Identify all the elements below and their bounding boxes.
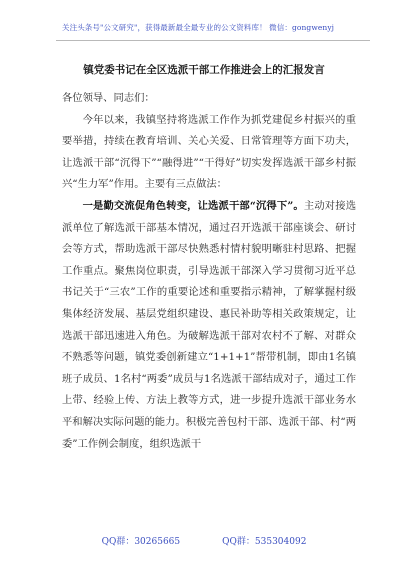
section-paragraph [62,196,356,455]
header-banner: 关注头条号"公文研究"，获得最新最全最专业的公文资料库！ 微信：gongwenyj [62,23,335,32]
footer-qq-group-2: QQ群：535304092 [222,537,307,547]
body-paragraph: 今年以来，我镇坚持将选派工作作为抓党建促乡村振兴的重要举措，持续在教育培训、关心关爱、日常管理等方面下功夫，让选派干部“沉得下”“融得进”“干得好”切实发挥选派干部乡村振兴“生力军”作用。主要有三点做法： [62,113,356,191]
header-divider [56,40,370,41]
salutation: 各位领导、同志们： [62,92,155,104]
document-body [62,88,356,455]
section-text: 主动对接选派单位了解选派干部基本情况，通过召开选派干部座谈会、研讨会等方式，帮助选派干部尽快熟悉村情村貌明晰驻村思路、把握工作重点。聚焦岗位职责，引导选派干部深入学习贯彻习近平总书记关于“三农”工作的重要论述和重要指示精神，了解掌握村级集体经济发展、基层党组织建设、惠民补助等相关政策规定，让选派干部迅速进入角色。为破解选派干部对农村不了解、对群众不熟悉等问题，镇党委创新建立“1+1+1”帮带机制，即由1名镇班子成员、1名村“两委”成员与1名选派干部结成对子，通过工作上带、经验上传、方法上教等方式，进一步提升选派干部业务水平和解决实际问题的能力。积极完善包村干部、选派干部、村“两委”工作例会制度，组织选派干 [62,199,356,450]
section-lead: 一是勤交流促角色转变，让选派干部“沉得下”。 [82,199,304,212]
footer-qq-group-1: QQ群：30265665 [101,537,181,547]
footer [0,534,408,547]
document-title: 镇党委书记在全区选派干部工作推进会上的汇报发言 [83,64,325,76]
